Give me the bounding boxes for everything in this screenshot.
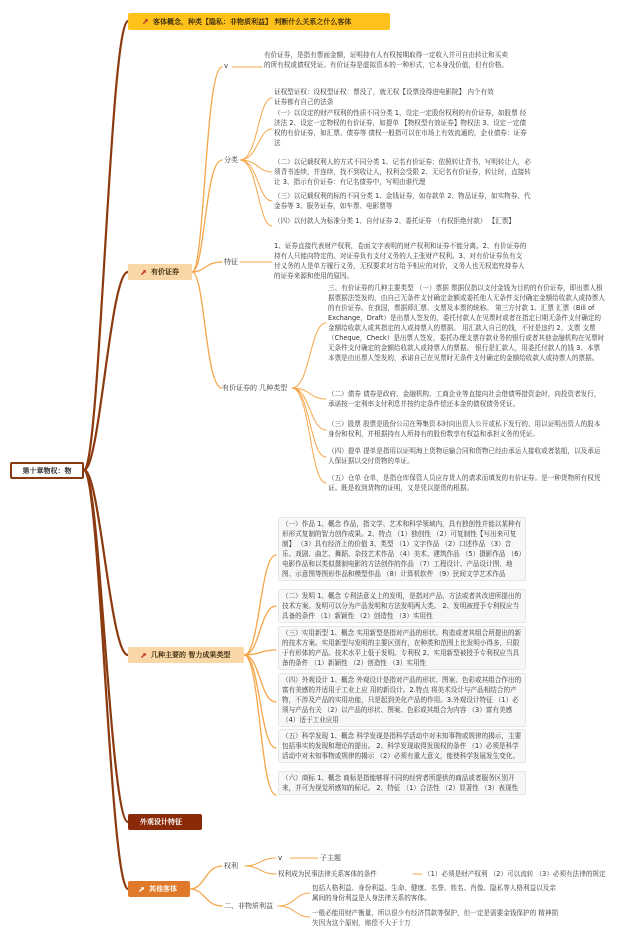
trunk-b4 <box>84 470 128 889</box>
intellectual-item: （五）科学发现 1、概念 科学发现是指科学活动中对未知事物或规律的揭示，主要包括事实的发现和理论的提出。 2、科学发现取得发现权的条件 （1）必须是科学活动中对未知事物或规律的揭示 （2）必须有重大意义，能使科学发展发生变化。 <box>278 729 526 763</box>
right-condition-text: （1）必须是财产权利 （2）可以流转 （3）必须有法律的规定 <box>424 870 606 878</box>
branch-other-objects-label: 其他客体 <box>149 885 177 893</box>
branch-design-features[interactable] <box>128 814 202 830</box>
nonmaterial-item: 包括人格利益、身份利益。生命、健康、名誉、姓名、肖像、隐私等人格利益以及亲属间的身份利益是人身法律关系的客体。 <box>312 884 556 902</box>
classify-item: （三）以记载权利的标的不同分类 1、金钱证券，如存款单 2、物品证券，如实物券、代金券等 3、服务证券，如车票、电影票等 <box>274 192 531 210</box>
securities-definition: 有价证券，是指有票面金额，证明持有人有权按期取得一定收入并可自由转让和买卖的所有权或债权凭证。有价证券是虚拟资本的一种形式，它本身没价值，但有价格。 <box>264 51 508 69</box>
right-label: 权利 <box>224 862 238 870</box>
branch-concept[interactable] <box>128 13 390 30</box>
intellectual-item: （二）发明 1、概念 专利法意义上的发明，是指对产品、方法或者其改进所提出的技术方案。发明可以分为产品发明和方法发明两大类。 2、发明被授予专利权应当具备的条件 （1）新颖性 （2）创造性 （3）实用性 <box>278 589 526 623</box>
intellectual-item: （六）商标 1、概念 商标是指能够将不同的经营者所提供的商品或者服务区别开来，并可为视觉所感知的标记。 2、特征 （1）合法性 （2）显著性 （3）表现性 <box>278 771 526 795</box>
pin-icon <box>138 886 145 893</box>
right-condition-label: 权利成为民事法律关系客体的条件 <box>278 870 377 878</box>
branch-securities[interactable] <box>128 264 192 280</box>
types-item: （四）提单 提单是指用以证明海上货物运输合同和货物已经由承运人接收或者装船，以及承运人保证据以交付货物的单证。 <box>328 447 601 465</box>
subtopic-label: 子主题 <box>320 854 341 862</box>
nonmaterial-item: 一般必能用财产衡量，所以很少有经济罚款等保护，但一定是需要金钱保护的 精神损失因为这个原则，赔偿不大于十万 <box>312 909 559 927</box>
intellectual-item: （一）作品 1、概念 作品，指文学、艺术和科学领域内，具有独创性并能以某种有形形式复制的智力创作成果。2、特点 （1）独创性 （2）可复制性【写出来可复制】 （3）具有经济上的价值 3、类型 （1）文字作品 （2）口述作品 （3）音乐、戏剧、曲艺、舞蹈、杂技艺术作品 （4）美术、建筑作品 （5）摄影作品 （6）电影作品和以类似摄制电影的方法创作的作品 （7）工程设计、产品设计图、地图、示意图等图形作品和模型作品 （8）计算机软件 （9）民间文学艺术作品 <box>278 517 526 581</box>
classify-label: 分类 <box>224 156 238 164</box>
branch-design-features-label: 外观设计特征 <box>140 818 182 826</box>
pin-icon <box>142 18 149 25</box>
intellectual-item: （三）实用新型 1、概念 实用新型是指对产品的形状、构造或者其组合所提出的新的技术方案。实用新型与发明的主要区别有，在种类和范围上比发明小得多，只限于有形体的产品。技术水平上低于发明。专利权 2、实用新型被授予专利权应当具备的条件 （1）新颖性 （2）创造性 （3）实用性 <box>278 626 526 670</box>
pin-icon <box>140 269 147 276</box>
types-item: （二）债券 债券是政府、金融机构、工商企业等直接向社会借债筹措资金时，向投资者发行，承诺按一定利率支付利息并按约定条件偿还本金的债权债务凭证。 <box>328 390 601 408</box>
root-label: 第十章物权：物 <box>22 466 72 475</box>
types-item: 三、有价证券的几种主要类型 （一）票据 票据仅指以支付金钱为目的的有价证券，即出票人根据票据法签发的，由自己无条件支付确定金额或委托他人无条件支付确定金额给收款人或持票人的有价证券。在我国，票据即汇票、支票及本票的统称。 第三方付款 1、汇票 汇票（Bill of Exchange，Draft）是出票人签发的，委托付款人在见票时或者在指定日期无条件支付确定的金额给收款人或其指定的人或持票人的票据。 用汇款人自己的钱，不付是违约 2、支票 支票（Cheque，Check）是出票人签发，委托办理支票存款业务的银行或者其他金融机构在见票时无条件支付确定的金额给收款人或持票人的票据。 银行是汇款人，用委托付款人的钱 3、本票 本票是由出票人签发的，承诺自己在见票时无条件支付确定的金额给收款人或持票人的票据。 <box>328 284 605 362</box>
nonmaterial-label: 二、非物质利益 <box>224 902 273 910</box>
feature-text: 1、证券直接代表财产权利，卷面文字表明的财产权利和证券不能分离。2、有价证券的持有人只能向特定的、对证券负有支付义务的人主张财产权利。3、对有价证券负有支付义务的人是单方履行义务，无权要求对方给予相应的对价，义务人也无权追究持券人的证券来源和使用的原因。 <box>274 242 527 280</box>
types-item: （五）仓单 仓单，是指仓库保管人员应存货人的请求而填发的有价证券。是一种货物所有权凭证。既是收到货物的证明，又是凭以提货的根据。 <box>328 474 601 492</box>
branch-intellectual-label: 几种主要的 智力成果类型 <box>151 651 231 659</box>
types-label: 有价证券的 几种类型 <box>222 384 288 392</box>
right-v-label: v <box>278 854 283 862</box>
pin-icon <box>140 652 147 659</box>
branch-other-objects[interactable] <box>128 881 190 897</box>
classify-item: 证权型证权：设权型证权：票没了，就无权【设票没得进电影院】 内个有效证券都有自己的法条 <box>274 88 494 106</box>
feature-label: 特征 <box>224 258 238 266</box>
classify-item: （一）以设定的财产权利的性质不同分类 1、设定一定股份权利的有价证券，如股票 经济法 2、设定一定物权的有价证券，如提单 【物权型有效证券】物权法 3、设定一定债权的有价证券，如汇票、债券等 债权一般指可以在市场上有效流通的，企业债券：证券法 <box>274 109 527 147</box>
root-topic[interactable] <box>10 462 84 479</box>
classify-item: （二）以记载权利人的方式不同分类 1、记名有价证券；依照转让背书，写明转让人，必须背书连续，并连续，找不到收让人，权利会受限 2、无记名有价证券，转让时，直接转让 3、指示有价证券：有记名债券中，写明由谁代理 <box>274 158 531 186</box>
intellectual-item: （四）外观设计 1、概念 外观设计是指对产品的形状、图案、色彩或其组合作出的富有美感的并适用于工业上应 用的新设计。2.特点 将美术设计与产品相结合的产物，不涉及产品的实用功能，只是起到美化产品的作用。3.外观设计特征 （1）必须与产品有关 （2）以产品的形状、图案、色彩或其组合为内容 （3）富有美感 （4）适于工业应用 <box>278 673 526 727</box>
branch-intellectual[interactable] <box>128 647 244 663</box>
classify-item: （四）以付款人为标准分类 1、自付证券 2、委托证券 （有权拒绝付款） 【汇票】 <box>274 217 515 225</box>
branch-securities-label: 有价证券 <box>151 268 179 276</box>
branch-concept-label: 客体概念，种类【隐私：非物质利益】 判断什么关系之什么客体 <box>153 17 352 26</box>
types-item: （三）股票 股票是股份公司在筹集资本时向出资人公开或私下发行的、用以证明出资人的股本身份和权利，并根据持有人所持有的股份数享有权益和承担义务的凭证。 <box>328 420 601 438</box>
trunk-b0 <box>84 21 128 470</box>
securities-v-label: v <box>224 62 229 70</box>
